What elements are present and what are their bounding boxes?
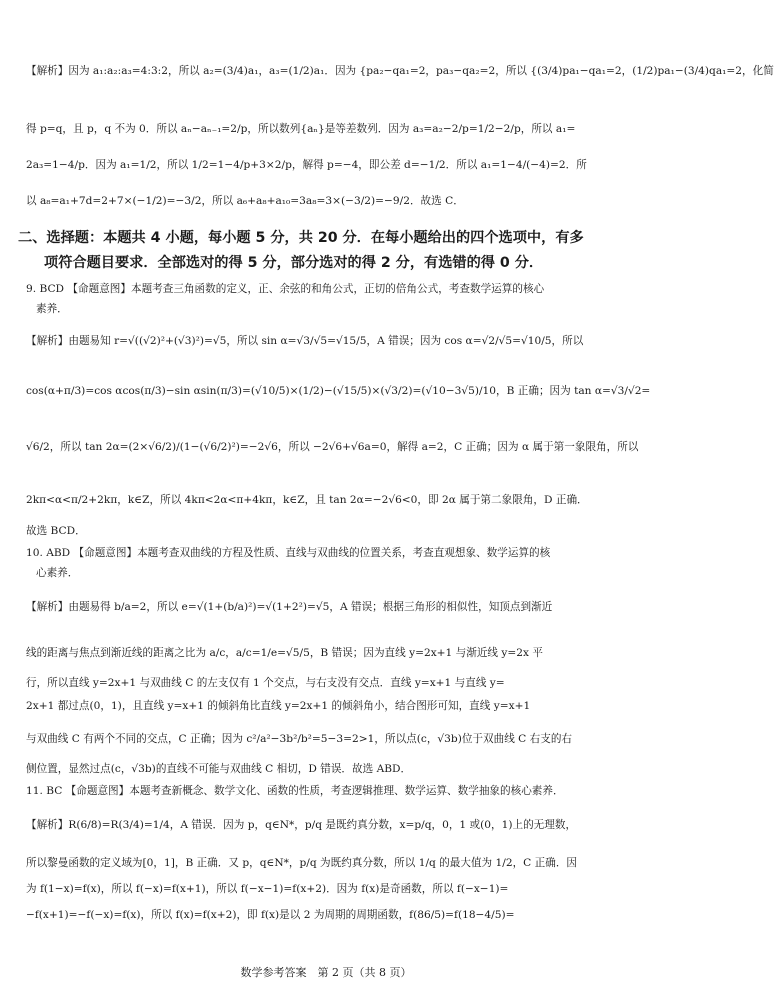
q9-analysis-line: 【解析】由题易知 r=√((√2)²+(√3)²)=√5，所以 sin α=√3/√5=√15/5，A 错误；因为 cos α=√2/√5=√10/5，所以 — [26, 335, 584, 347]
q10-analysis-line: 【解析】由题易得 b/a=2，所以 e=√(1+(b/a)²)=√(1+2²)=√5，A 错误；根据三角形的相似性，知顶点到渐近 — [26, 601, 553, 613]
q8-analysis-line: 以 a₈=a₁+7d=2+7×(−1/2)=−3/2，所以 a₆+a₈+a₁₀=3a₈=3×(−3/2)=−9/2．故选 C． — [26, 195, 464, 207]
page-footer: 数学参考答案 第 2 页（共 8 页） — [240, 966, 412, 979]
q10-analysis-line: 与双曲线 C 有两个不同的交点，C 正确；因为 c²/a²−3b²/b²=5−3=2>1，所以点(c，√3b)位于双曲线 C 右支的右 — [26, 733, 573, 745]
q11-analysis-line: −f(x+1)=−f(−x)=f(x)，所以 f(x)=f(x+2)，即 f(x)是以 2 为周期的周期函数，f(86/5)=f(18−4/5)= — [26, 909, 515, 921]
q9-analysis-line: cos(α+π/3)=cos αcos(π/3)−sin αsin(π/3)=(√10/5)×(1/2)−(√15/5)×(√3/2)=(√10−3√5)/10，B 正确；因为 tan α=√3/√2= — [26, 385, 651, 397]
q9-header-cont: 素养． — [36, 303, 68, 315]
q11-analysis-line: 为 f(1−x)=f(x)，所以 f(−x)=f(x+1)，所以 f(−x−1)=f(x+2)．因为 f(x)是奇函数，所以 f(−x−1)= — [26, 883, 509, 895]
q9-header: 9. BCD 【命题意图】本题考查三角函数的定义，正、余弦的和角公式，正切的倍角公式，考查数学运算的核心 — [26, 283, 545, 295]
q8-analysis-line: 得 p=q，且 p，q 不为 0．所以 aₙ−aₙ₋₁=2/p，所以数列{aₙ}是等差数列．因为 a₃=a₂−2/p=1/2−2/p，所以 a₁= — [26, 123, 576, 135]
q9-analysis-line: 2kπ<α<π/2+2kπ，k∈Z，所以 4kπ<2α<π+4kπ，k∈Z，且 tan 2α=−2√6<0，即 2α 属于第二象限角，D 正确． — [26, 494, 588, 506]
q10-analysis-line: 2x+1 都过点(0，1)，且直线 y=x+1 的倾斜角比直线 y=2x+1 的倾斜角小，结合图形可知，直线 y=x+1 — [26, 700, 531, 712]
q10-analysis-line: 行，所以直线 y=2x+1 与双曲线 C 的左支仅有 1 个交点，与右支没有交点．直线 y=x+1 与直线 y= — [26, 677, 505, 689]
q9-analysis-line: √6/2，所以 tan 2α=(2×√6/2)/(1−(√6/2)²)=−2√6，所以 −2√6+√6a=0，解得 a=2，C 正确；因为 α 属于第一象限角，所以 — [26, 441, 639, 453]
q8-analysis-line: 2a₃=1−4/p．因为 a₁=1/2，所以 1/2=1−4/p+3×2/p，解得 p=−4，即公差 d=−1/2．所以 a₁=1−4/(−4)=2．所 — [26, 159, 587, 171]
q11-analysis-line: 所以黎曼函数的定义域为[0，1]，B 正确．又 p，q∈N*，p/q 为既约真分数，所以 1/q 的最大值为 1/2，C 正确．因 — [26, 857, 578, 869]
q10-header-cont: 心素养． — [36, 567, 79, 579]
q10-analysis-line: 线的距离与焦点到渐近线的距离之比为 a/c，a/c=1/e=√5/5，B 错误；因为直线 y=2x+1 与渐近线 y=2x 平 — [26, 647, 543, 659]
section-heading: 二、选择题：本题共 4 小题，每小题 5 分，共 20 分．在每小题给出的四个选项中，有多 — [18, 230, 584, 246]
q9-conclusion: 故选 BCD． — [26, 525, 86, 537]
q10-analysis-line: 侧位置，显然过点(c，√3b)的直线不可能与双曲线 C 相切，D 错误．故选 ABD． — [26, 763, 412, 775]
q8-analysis-line: 【解析】因为 a₁:a₂:a₃=4:3:2，所以 a₂=(3/4)a₁，a₃=(1/2)a₁．因为 {pa₂−qa₁=2，pa₃−qa₂=2，所以 {(3/4)pa₁−qa₁=2，(1/2)pa₁−(3/4)qa₁=2，化简 — [26, 65, 774, 77]
q11-header: 11. BC 【命题意图】本题考查新概念、数学文化、函数的性质，考查逻辑推理、数学运算、数学抽象的核心素养． — [26, 785, 564, 797]
q10-header: 10. ABD 【命题意图】本题考查双曲线的方程及性质、直线与双曲线的位置关系，考查直观想象、数学运算的核 — [26, 547, 551, 559]
q11-analysis-line: 【解析】R(6/8)=R(3/4)=1/4，A 错误．因为 p，q∈N*，p/q 是既约真分数，x=p/q，0，1 或(0，1)上的无理数， — [26, 819, 577, 831]
section-heading-cont: 项符合题目要求．全部选对的得 5 分，部分选对的得 2 分，有选错的得 0 分． — [44, 255, 544, 271]
